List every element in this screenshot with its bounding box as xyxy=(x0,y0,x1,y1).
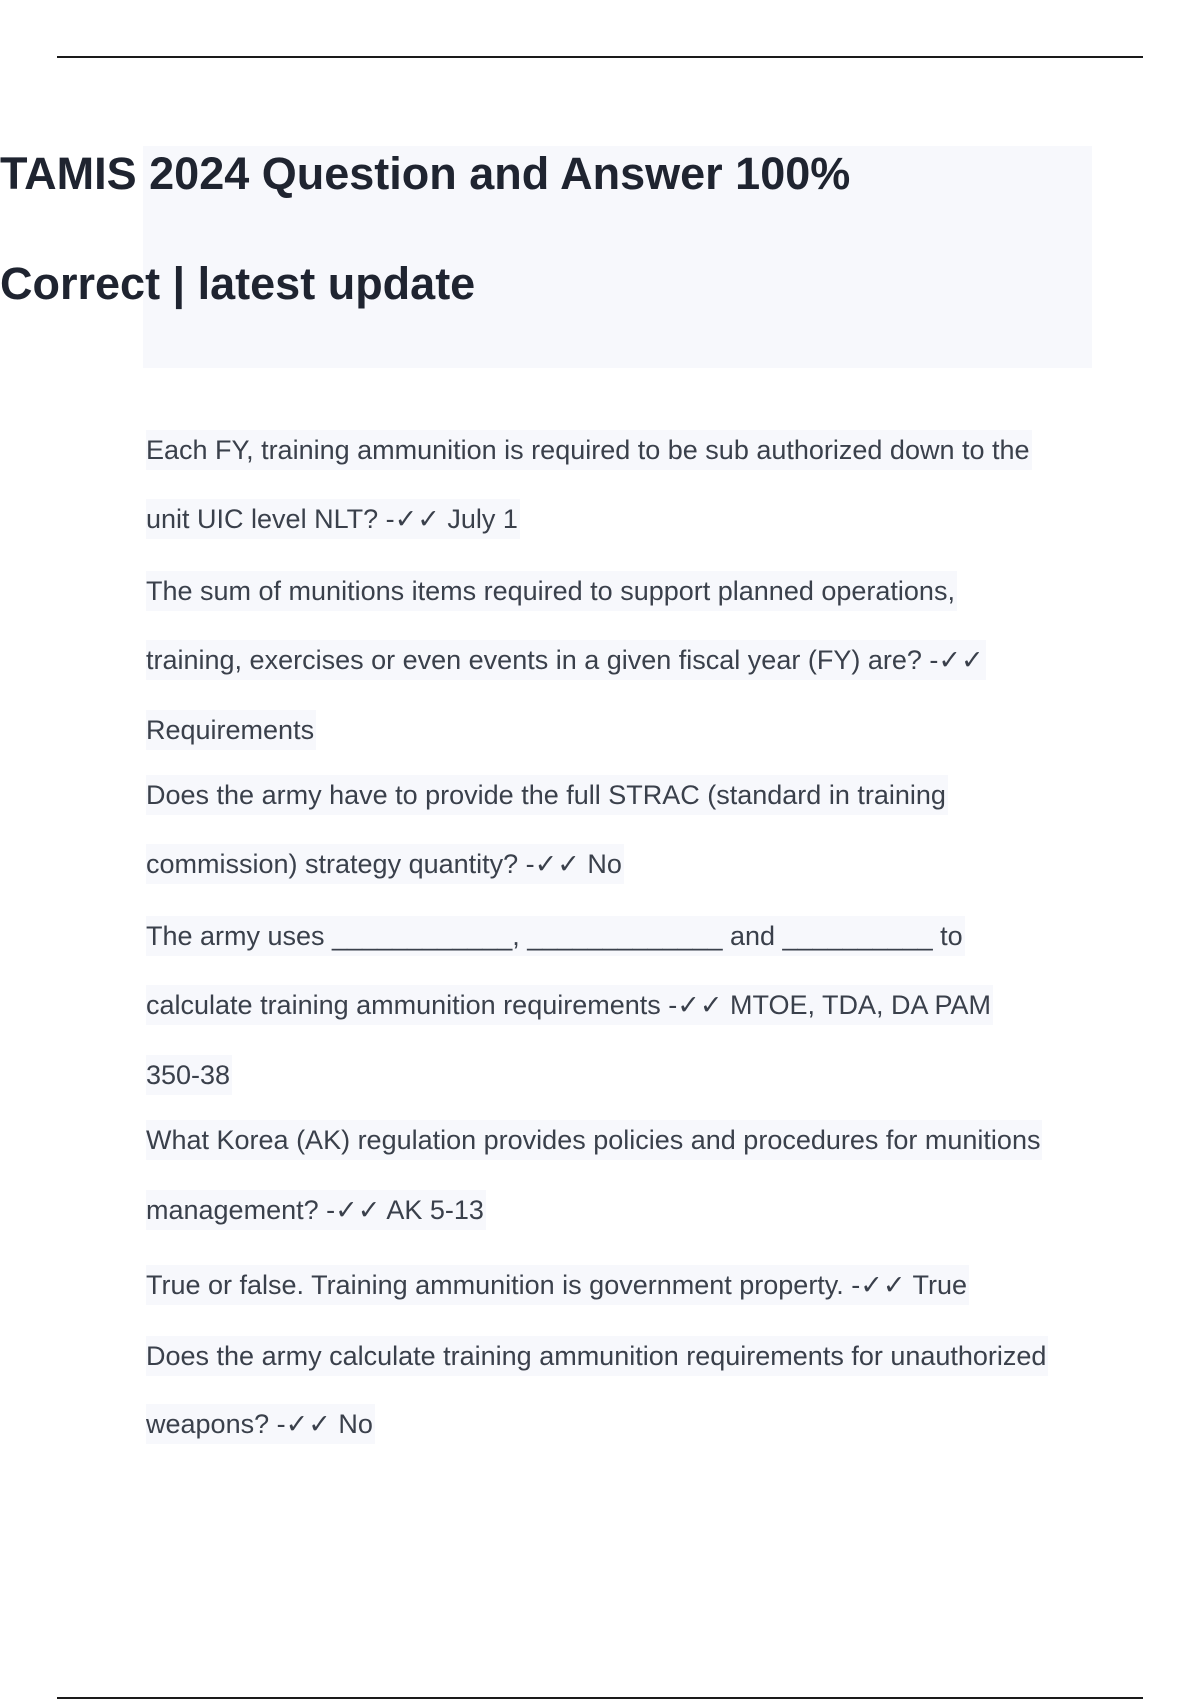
qa-item-6-line-1: True or false. Training ammunition is government property. -✓✓ True xyxy=(146,1265,969,1305)
qa-item-7-line-1: Does the army calculate training ammunition requirements for unauthorized xyxy=(146,1336,1048,1376)
qa-item-5-line-2: management? -✓✓ AK 5-13 xyxy=(146,1190,486,1230)
qa-item-1-line-2: unit UIC level NLT? -✓✓ July 1 xyxy=(146,499,520,539)
qa-item-4-line-2: calculate training ammunition requirements -✓✓ MTOE, TDA, DA PAM xyxy=(146,985,993,1025)
qa-item-3-line-2: commission) strategy quantity? -✓✓ No xyxy=(146,844,624,884)
qa-item-2-line-1: The sum of munitions items required to support planned operations, xyxy=(146,571,957,611)
top-rule xyxy=(57,56,1143,58)
qa-item-3-line-1: Does the army have to provide the full STRAC (standard in training xyxy=(146,775,948,815)
qa-item-1-line-1: Each FY, training ammunition is required to be sub authorized down to the xyxy=(146,430,1032,470)
qa-item-2-line-3: Requirements xyxy=(146,710,316,750)
qa-item-7-line-2: weapons? -✓✓ No xyxy=(146,1404,375,1444)
qa-item-5-line-1: What Korea (AK) regulation provides policies and procedures for munitions xyxy=(146,1120,1042,1160)
document-title-line-1: TAMIS 2024 Question and Answer 100% xyxy=(0,148,851,199)
document-title-line-2: Correct | latest update xyxy=(0,258,476,309)
qa-item-2-line-2: training, exercises or even events in a given fiscal year (FY) are? -✓✓ xyxy=(146,640,986,680)
qa-item-4-line-1: The army uses ____________, _____________ and __________ to xyxy=(146,916,965,956)
bottom-rule xyxy=(57,1697,1143,1699)
qa-item-4-line-3: 350-38 xyxy=(146,1055,232,1095)
